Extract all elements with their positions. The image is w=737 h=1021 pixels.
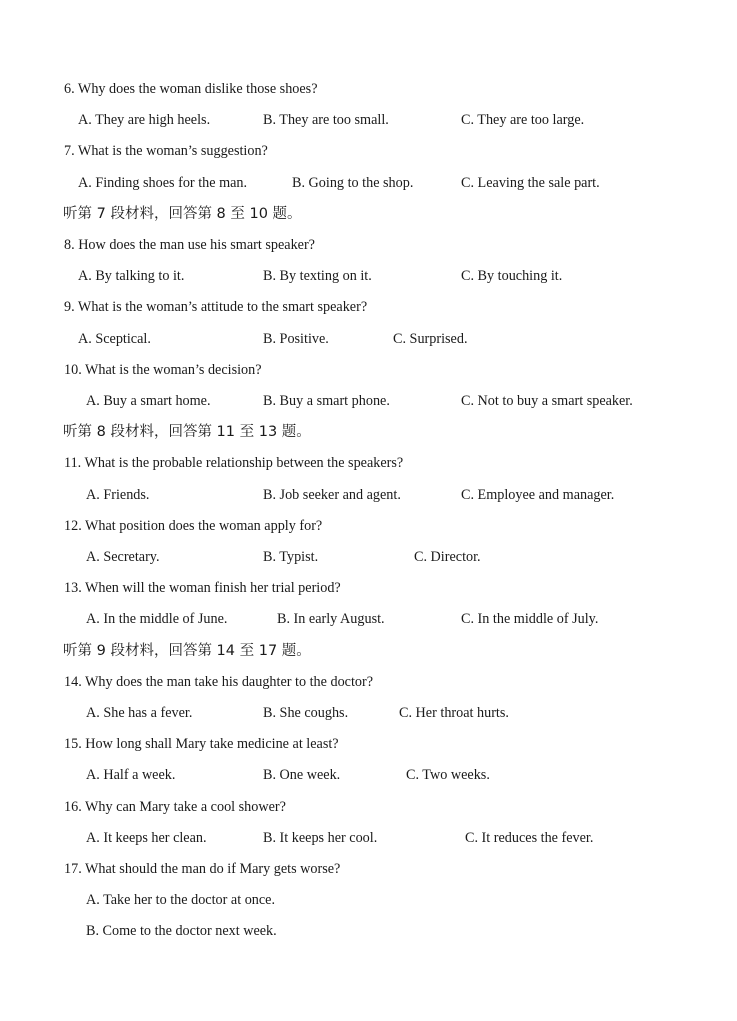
question-17-option-b: B. Come to the doctor next week. — [86, 923, 277, 939]
question-11-option-b: B. Job seeker and agent. — [263, 487, 401, 503]
question-12 — [0, 516, 737, 536]
question-9-option-c: C. Surprised. — [393, 331, 468, 347]
question-6-option-c: C. They are too large. — [461, 112, 585, 128]
question-16-options — [0, 828, 737, 848]
question-7-text: 7. What is the woman’s suggestion? — [64, 143, 268, 159]
question-16-option-a: A. It keeps her clean. — [86, 830, 207, 846]
question-7-option-a: A. Finding shoes for the man. — [78, 175, 248, 191]
section-8-heading — [0, 422, 737, 442]
question-9-option-b: B. Positive. — [263, 331, 329, 347]
question-7-option-b: B. Going to the shop. — [292, 175, 414, 191]
question-11 — [0, 453, 737, 473]
question-6-text: 6. Why does the woman dislike those shoes? — [64, 81, 318, 97]
question-12-options — [0, 547, 737, 567]
question-13-option-b: B. In early August. — [277, 611, 385, 627]
question-10-option-a: A. Buy a smart home. — [86, 393, 211, 409]
section-9-text: 听第 9 段材料，回答第 14 至 17 题。 — [63, 643, 311, 659]
question-11-options — [0, 485, 737, 505]
question-17-option-a: A. Take her to the doctor at once. — [86, 892, 276, 908]
question-12-option-c: C. Director. — [414, 549, 481, 565]
question-8-option-b: B. By texting on it. — [263, 268, 372, 284]
question-16-option-b: B. It keeps her cool. — [263, 830, 378, 846]
question-11-option-c: C. Employee and manager. — [461, 487, 615, 503]
question-12-option-b: B. Typist. — [263, 549, 319, 565]
question-12-option-a: A. Secretary. — [86, 549, 160, 565]
question-10-option-b: B. Buy a smart phone. — [263, 393, 390, 409]
question-17-option-b-line — [0, 921, 737, 941]
question-10-option-c: C. Not to buy a smart speaker. — [461, 393, 633, 409]
question-11-option-a: A. Friends. — [86, 487, 150, 503]
question-13-option-c: C. In the middle of July. — [461, 611, 599, 627]
question-16-option-c: C. It reduces the fever. — [465, 830, 594, 846]
question-15-text: 15. How long shall Mary take medicine at least? — [64, 736, 339, 752]
question-10-text: 10. What is the woman’s decision? — [64, 362, 262, 378]
section-7-heading — [0, 204, 737, 224]
question-12-text: 12. What position does the woman apply for? — [64, 518, 323, 534]
question-10-options — [0, 391, 737, 411]
question-15-options — [0, 765, 737, 785]
section-9-heading — [0, 641, 737, 661]
question-13-text: 13. When will the woman finish her trial period? — [64, 580, 341, 596]
question-15-option-a: A. Half a week. — [86, 767, 176, 783]
question-15-option-c: C. Two weeks. — [406, 767, 490, 783]
question-8-option-a: A. By talking to it. — [78, 268, 185, 284]
section-8-text: 听第 8 段材料，回答第 11 至 13 题。 — [63, 424, 311, 440]
question-9-option-a: A. Sceptical. — [78, 331, 151, 347]
question-9-text: 9. What is the woman’s attitude to the smart speaker? — [64, 299, 368, 315]
question-9 — [0, 297, 737, 317]
question-15 — [0, 734, 737, 754]
question-10 — [0, 360, 737, 380]
question-17-text: 17. What should the man do if Mary gets worse? — [64, 861, 341, 877]
question-14-options — [0, 703, 737, 723]
question-17-option-a-line — [0, 890, 737, 910]
question-8-option-c: C. By touching it. — [461, 268, 563, 284]
question-14-option-b: B. She coughs. — [263, 705, 349, 721]
question-14 — [0, 672, 737, 692]
question-16 — [0, 797, 737, 817]
question-7-options — [0, 173, 737, 193]
question-13-options — [0, 609, 737, 629]
question-9-options — [0, 329, 737, 349]
question-13 — [0, 578, 737, 598]
question-6 — [0, 79, 737, 99]
question-14-option-c: C. Her throat hurts. — [399, 705, 509, 721]
question-6-option-a: A. They are high heels. — [78, 112, 211, 128]
question-6-option-b: B. They are too small. — [263, 112, 389, 128]
question-7-option-c: C. Leaving the sale part. — [461, 175, 600, 191]
question-13-option-a: A. In the middle of June. — [86, 611, 228, 627]
question-11-text: 11. What is the probable relationship between the speakers? — [64, 455, 404, 471]
section-7-text: 听第 7 段材料，回答第 8 至 10 题。 — [63, 206, 302, 222]
question-14-text: 14. Why does the man take his daughter to the doctor? — [64, 674, 374, 690]
question-16-text: 16. Why can Mary take a cool shower? — [64, 799, 286, 815]
question-14-option-a: A. She has a fever. — [86, 705, 193, 721]
question-8-text: 8. How does the man use his smart speaker? — [64, 237, 315, 253]
question-15-option-b: B. One week. — [263, 767, 341, 783]
question-17 — [0, 859, 737, 879]
question-8 — [0, 235, 737, 255]
question-8-options — [0, 266, 737, 286]
question-7 — [0, 141, 737, 161]
question-6-options — [0, 110, 737, 130]
